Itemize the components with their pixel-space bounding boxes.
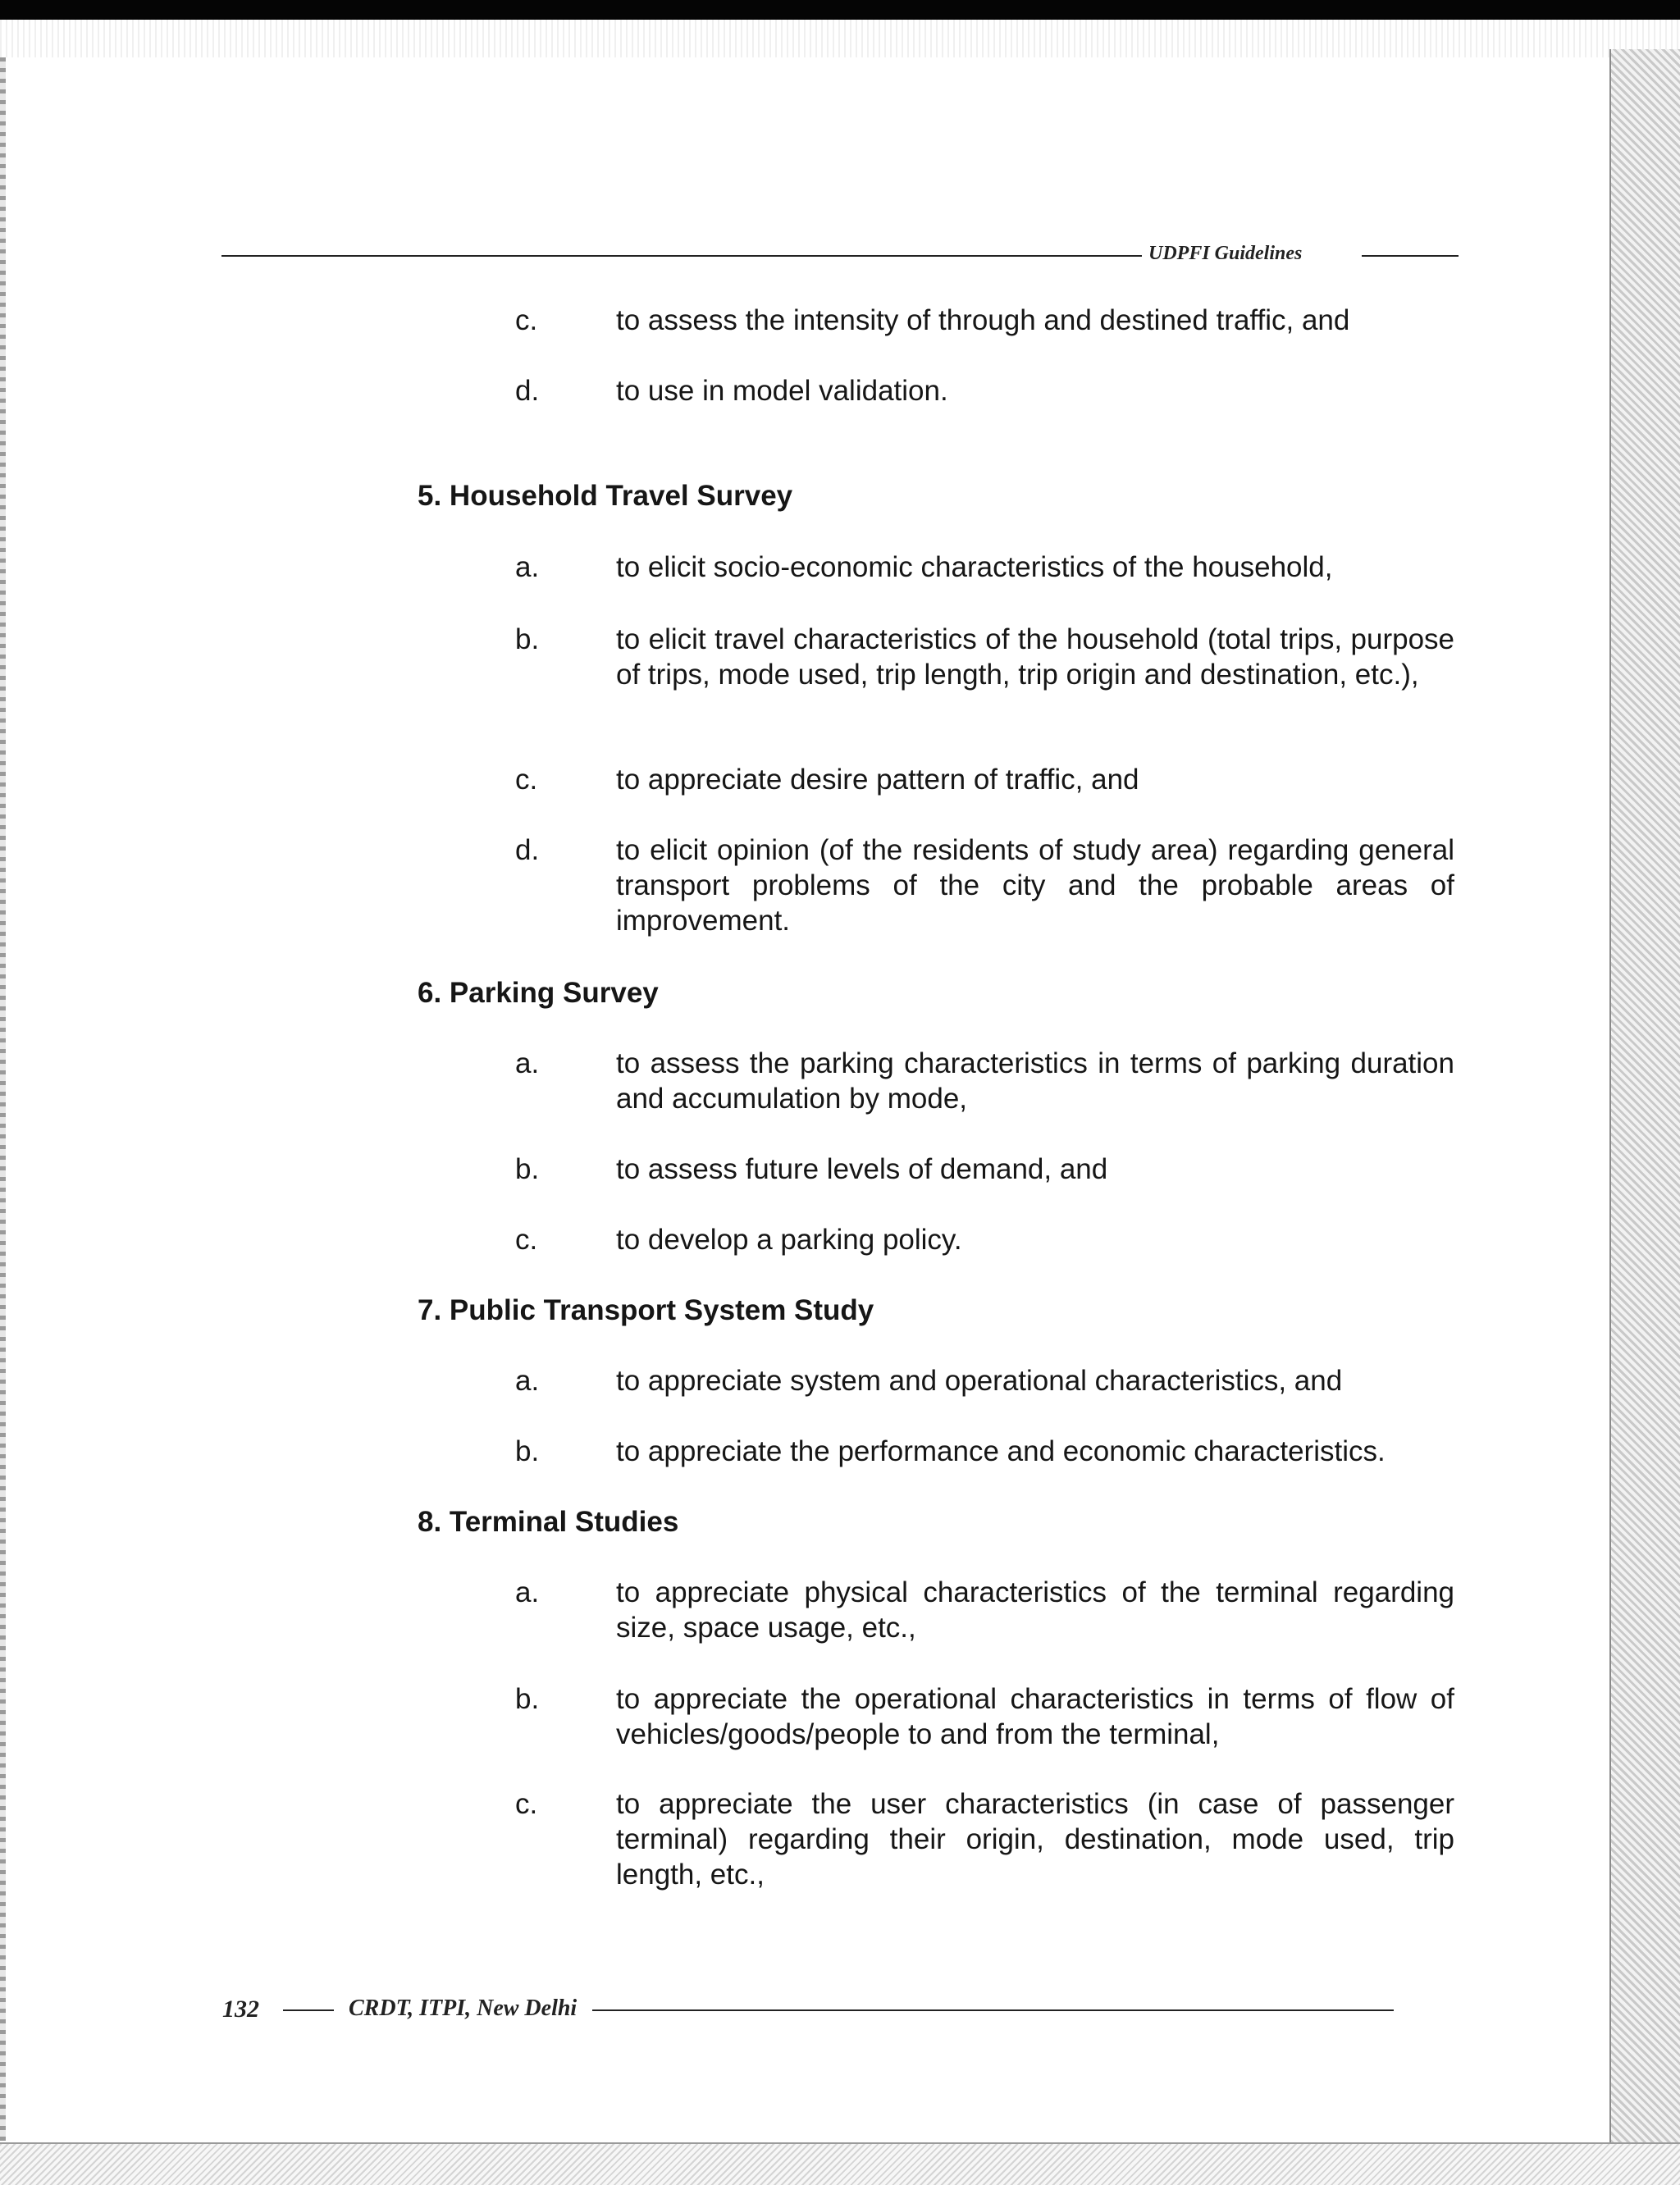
list-marker: a. (515, 1047, 540, 1079)
list-text: to appreciate physical characteristics of the terminal regarding size, space usage, etc., (616, 1576, 1454, 1644)
list-marker: d. (515, 375, 540, 407)
list-text: to elicit socio-economic characteristics of the household, (616, 551, 1333, 583)
list-text: to elicit opinion (of the residents of study area) regarding general transport problems of the city and the probable areas of improvement. (616, 834, 1454, 937)
list-marker: c. (515, 1788, 538, 1820)
list-marker: b. (515, 1153, 540, 1185)
list-text: to appreciate the performance and economic characteristics. (616, 1435, 1386, 1467)
header-rule (221, 255, 1142, 257)
scan-top-border (0, 0, 1680, 20)
list-text: to assess the parking characteristics in terms of parking duration and accumulation by mode, (616, 1047, 1454, 1115)
list-marker: a. (515, 1365, 540, 1397)
list-text: to elicit travel characteristics of the household (total trips, purpose of trips, mode used, trip length, trip origin and destination, etc.), (616, 623, 1454, 691)
footer-publisher: CRDT, ITPI, New Delhi (349, 1996, 578, 2021)
list-marker: b. (515, 1435, 540, 1467)
page-number: 132 (222, 1996, 259, 2023)
list-marker: b. (515, 623, 540, 655)
list-marker: a. (515, 1576, 540, 1608)
list-marker: a. (515, 551, 540, 583)
footer-rule (592, 2009, 1394, 2011)
scan-right-margin (1609, 49, 1680, 2183)
list-text: to use in model validation. (616, 375, 948, 407)
section-heading: 5. Household Travel Survey (418, 480, 793, 512)
list-marker: c. (515, 304, 538, 336)
running-header: UDPFI Guidelines (1148, 243, 1303, 264)
scan-top-noise (0, 20, 1680, 57)
list-marker: b. (515, 1683, 540, 1715)
list-text: to appreciate the user characteristics (in case of passenger terminal) regarding their origin, destination, mode used, trip length, etc., (616, 1788, 1454, 1891)
section-heading: 7. Public Transport System Study (418, 1294, 874, 1326)
list-marker: d. (515, 834, 540, 866)
section-heading: 8. Terminal Studies (418, 1506, 679, 1538)
list-text: to appreciate desire pattern of traffic, and (616, 764, 1139, 796)
list-text: to assess future levels of demand, and (616, 1153, 1108, 1185)
list-text: to assess the intensity of through and destined traffic, and (616, 304, 1350, 336)
section-heading: 6. Parking Survey (418, 977, 659, 1009)
list-text: to develop a parking policy. (616, 1224, 962, 1256)
scan-left-edge (0, 57, 6, 2141)
scan-bottom-margin (0, 2142, 1680, 2185)
header-rule-end (1362, 255, 1459, 257)
list-text: to appreciate the operational characteristics in terms of flow of vehicles/goods/people to and from the terminal, (616, 1683, 1454, 1750)
list-marker: c. (515, 1224, 538, 1256)
list-text: to appreciate system and operational characteristics, and (616, 1365, 1343, 1397)
list-marker: c. (515, 764, 538, 796)
footer-dash (283, 2009, 334, 2011)
